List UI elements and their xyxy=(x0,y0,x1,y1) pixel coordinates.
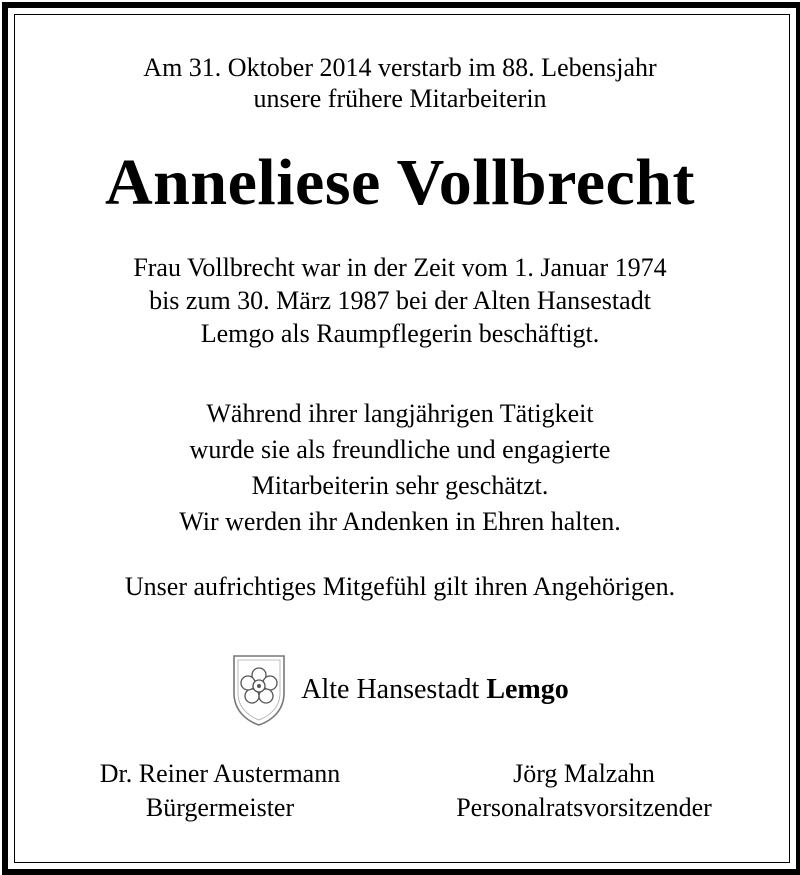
rose-crest-icon xyxy=(231,653,287,727)
signature-block-left xyxy=(42,757,398,825)
paragraph-line: bis zum 30. März 1987 bei der Alten Hansestadt xyxy=(149,286,651,315)
signatory-name: Dr. Reiner Austermann xyxy=(99,759,341,788)
paragraph-line: Mitarbeiterin sehr geschätzt. xyxy=(251,471,549,500)
paragraph-line: Lemgo als Raumpflegerin beschäftigt. xyxy=(200,319,600,348)
deceased-name: Anneliese Vollbrecht xyxy=(105,146,695,219)
paragraph-line: Wir werden ihr Andenken in Ehren halten. xyxy=(179,507,621,536)
paragraph-line: Während ihrer langjährigen Tätigkeit xyxy=(206,399,594,428)
organization-name xyxy=(301,673,569,707)
paragraph-line: wurde sie als freundliche und engagierte xyxy=(189,435,611,464)
signatory-title: Personalratsvorsitzender xyxy=(456,793,712,822)
condolence-paragraph: Unser aufrichtiges Mitgefühl gilt ihren Angehörigen. xyxy=(124,572,676,601)
signature-block-right xyxy=(408,757,760,825)
intro-text xyxy=(0,52,800,114)
signatory-title: Bürgermeister xyxy=(145,793,295,822)
tribute-paragraph xyxy=(0,396,800,540)
organization-prefix: Alte Hansestadt xyxy=(301,674,480,705)
intro-line-2: unsere frühere Mitarbeiterin xyxy=(253,84,547,113)
paragraph-line: Frau Vollbrecht war in der Zeit vom 1. Januar 1974 xyxy=(133,253,667,282)
intro-line-1: Am 31. Oktober 2014 verstarb im 88. Lebensjahr xyxy=(143,53,657,82)
signatory-name: Jörg Malzahn xyxy=(513,759,655,788)
organization-city: Lemgo xyxy=(486,674,569,705)
organization-logo xyxy=(0,653,800,727)
employment-paragraph xyxy=(0,251,800,350)
